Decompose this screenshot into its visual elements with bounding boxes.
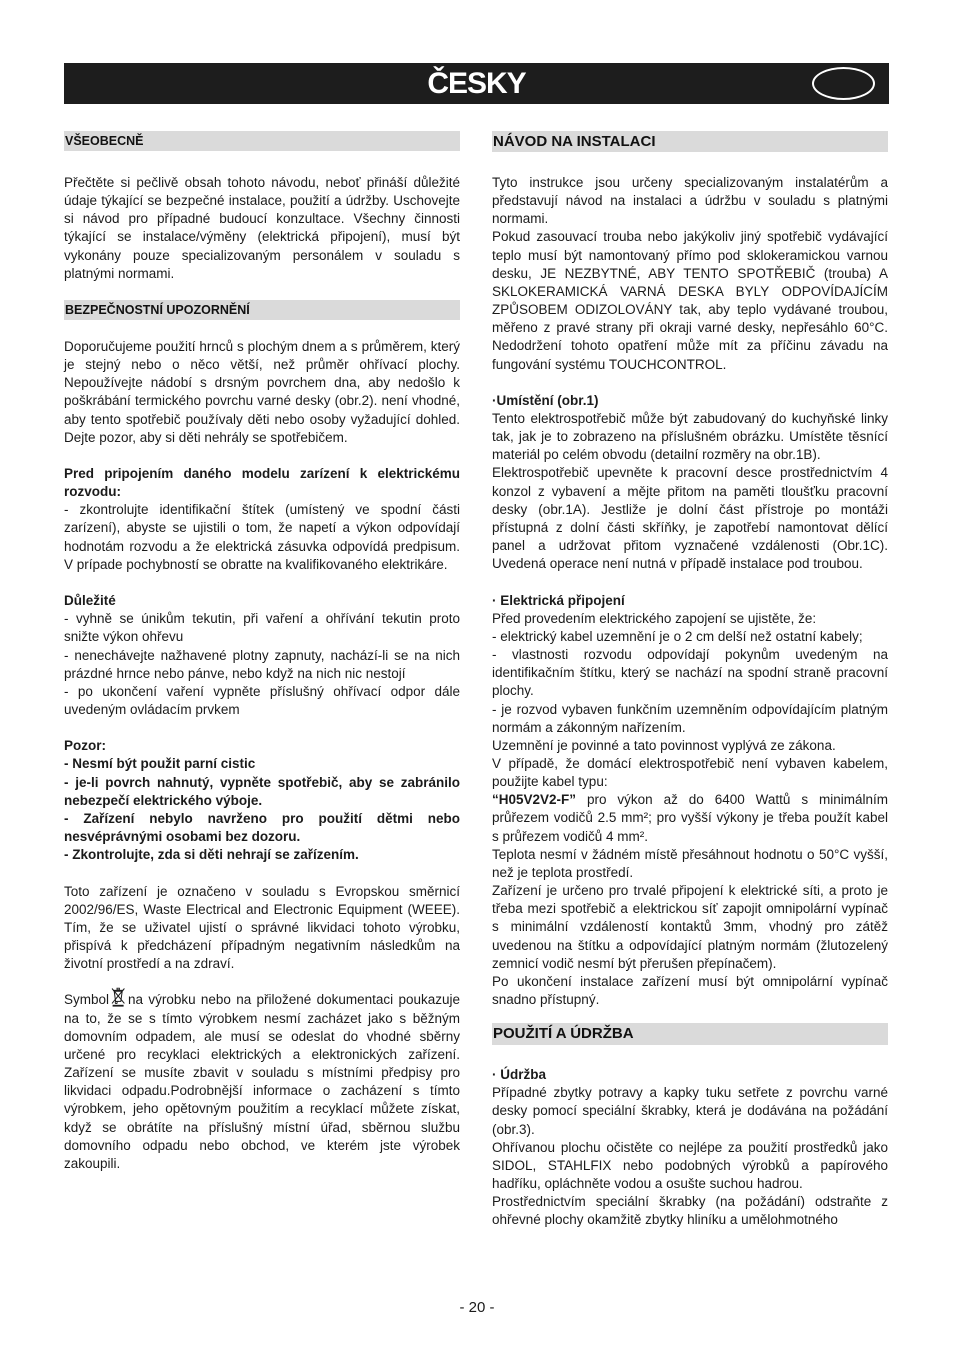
section-heading-installation: NÁVOD NA INSTALACI [492, 131, 888, 152]
electrical-line: - vlastnosti rozvodu odpovídají pokynům uvedeným na identifikačním štítku, který se nachází na spodní straně pracovní plochy. [492, 647, 888, 699]
maintenance-paragraph: Prostřednictvím speciální škrabky (na požádání) odstraňte z ohřevné plochy okamžitě zbytky hliníku a umělohmotného [492, 1194, 888, 1228]
crossed-out-wheelie-bin-icon [111, 994, 125, 1004]
symbol-label: Symbol [64, 992, 110, 1008]
cable-code: “H05V2V2-F” [492, 792, 577, 808]
installation-intro: Tyto instrukce jsou určeny specializovaným instalatérům a představují návod na instalaci a údržbu v souladu s platnými normami. [492, 175, 888, 227]
important-item: - vyhně se únikům tekutin, při vaření a ohřívání tekutin proto snižte výkon ohřevu [64, 611, 460, 645]
cookware-paragraph: Doporučujeme použití hrnců s plochým dnem a s průměrem, který je stejný nebo o něco větší, než průměr ohřívací plochy. Nepoužívejte nádobí s drsným povrchem dna, aby nedošlo k poškrábání termického povrchu varné desky (obr.2). není vhodné, aby tento spotřebič používaly děti nebo osoby vyžadující dohled. Dejte pozor, aby si děti nehrály se spotřebičem. [64, 338, 460, 445]
important-item: - po ukončení vaření vypněte příslušný ohřívací odpor dále uvedeným ovládacím prvkem [64, 683, 460, 718]
placement-paragraph: Tento elektrospotřebič může být zabudovaný do kuchyňské linky tak, jak je to zobrazeno na příslušném obrázku. Umístěte těsnící materiál po celém obvodu (detailní rozměry na obr.1B). [492, 411, 888, 463]
important-title: Důležité [64, 593, 116, 609]
important-item: - nenechávejte nažhavené plotny zapnuty, nachází-li se na nich prázdné hrnce nebo pánve, nebo když na nich nic nestojí [64, 647, 460, 681]
section-heading-general: VŠEOBECNĚ [64, 131, 460, 151]
section-heading-safety: BEZPEČNOSTNÍ UPOZORNĚNÍ [64, 300, 460, 320]
language-badge-oval [812, 67, 875, 100]
warning-item: - Zařízení nebylo navrženo pro použití dětmi nebo nesvéprávnými osobami bez dozoru. [64, 810, 460, 845]
left-column [64, 131, 460, 1173]
warning-title: Pozor: [64, 738, 106, 754]
weee-paragraph: Toto zařízení je označeno v souladu s Evropskou směrnicí 2002/96/ES, Waste Electrical and Electronic Equipment (WEEE). Tím, že se uživatel ujistí o správné likvidaci tohoto výrobku, přispívá k předcházení případným negativním následkům na životní prostředí a na zdraví. [64, 883, 460, 972]
electrical-line: - je rozvod vybaven funkčním uzemněním odpovídajícím platným normám a zákonným nařízením. [492, 701, 888, 735]
section-heading-use: POUŽITÍ A ÚDRŽBA [492, 1023, 888, 1045]
cable-type-paragraph [492, 791, 888, 845]
connection-title: Pred pripojením daného modelu zarízení k elektrickému rozvodu: [64, 466, 460, 500]
crossed-out-wheelie-bin-icon [111, 986, 125, 1007]
insulation-paragraph: Pokud zasouvací trouba nebo jakýkoliv jiný spotřebič vydávající teplo musí být namontovaný přímo pod sklokeramickou varnou desku, JE NEZBYTNÉ, ABY TENTO SPOTŘEBIČ (trouba) A SKLOKERAMICKÁ VARNÁ DESKA BYLY ODPOVÍDAJÍCÍM ZPŮSOBEM ODIZOLOVÁNY tak, aby teplo vydávané troubou, měřeno z pravé strany při okraji varné desky, nepřesáhlo 60°C. Nedodržení tohoto opatření může mít za příčinu závadu na fungování systému TOUCHCONTROL. [492, 229, 888, 372]
placement-title: ·Umístění (obr.1) [492, 392, 599, 408]
electrical-line: Před provedením elektrického zapojení se ujistěte, že: [492, 610, 817, 626]
language-header-bar [64, 63, 889, 104]
language-title: ČESKY [427, 67, 526, 100]
warning-item: - Zkontrolujte, zda si děti nehrají se zařízením. [64, 847, 359, 863]
weee-symbol-paragraph [64, 991, 460, 1173]
cable-description: pro výkon až do 6400 Wattů s minimálním průřezem vodičů 2.5 mm²; pro vyšší výkony je třeba použít kabel s průřezem vodičů 4 mm². [492, 792, 888, 844]
electrical-line: - elektrický kabel uzemnění je o 2 cm delší než ostatní kabely; [492, 628, 863, 644]
access-paragraph: Po ukončení instalace zařízení musí být omnipolární vypínač snadno přístupný. [492, 973, 888, 1007]
warning-item: - je-li povrch nahnutý, vypněte spotřebič, aby se zabránilo nebezpečí elektrického výboje. [64, 774, 460, 808]
symbol-description: na výrobku nebo na přiložené dokumentaci poukazuje na to, že se s tímto výrobkem nesmí zacházet jako s běžným domovním odpadem, ale musí se odeslat do vhodné sběrny určené pro recyklaci elektrických a elektronických zařízení. Zařízení se musíte zbavit v souladu s místními předpisy pro likvidaci odpadu.Podrobnější informace o zacházení s tímto výrobkem, jeho opětovným použitím a recyklací můžete získat, když se obrátíte na příslušný místní úřad, sběrnou službu domovního odpadu nebo obchod, ve kterém jste výrobek zakoupili. [64, 992, 460, 1171]
page-number: - 20 - [459, 1299, 495, 1316]
maintenance-title: · Údržba [492, 1067, 546, 1083]
maintenance-paragraph: Případné zbytky potravy a kapky tuku setřete z povrchu varné desky pomocí speciální škrabky, která je dodávána na požádání (obr.3). [492, 1085, 888, 1137]
connection-paragraph: - zkontrolujte identifikační štítek (umístený ve spodní části zarízení), abyste se ujistili o tom, že napetí a výkon odpovídají hodnotám rozvodu a že elektrická zásuvka odpovídá predpisum. V prípade pochybností se obratte na kvalifikovaného elektrikáre. [64, 502, 460, 572]
maintenance-paragraph: Ohřívanou plochu očistěte co nejlépe za použití prostředků jako SIDOL, STAHLFIX nebo podobných výrobků a papírového hadříku, opláchněte vodou a osušte suchou hadrou. [492, 1139, 888, 1192]
placement-paragraph: Elektrospotřebič upevněte k pracovní desce prostřednictvím 4 konzol z vybavení a mějte přitom na paměti tloušťku pracovní desky (obr.1A). Jestliže je dolní část přístroje po montáži přístupná z dolní části skříňky, je zapotřebí namontovat dělící panel a udržovat přitom vyznačené vzdálenosti (Obr.1C). Uvedená operace není nutná v případě instalace pod troubou. [492, 465, 888, 572]
switch-paragraph: Zařízení je určeno pro trvalé připojení k elektrické síti, a proto je třeba mezi spotřebič a elektrickou síť zapojit omnipolární vypínač s minimální vzdáleností kontaktů 3mm, vhodný pro zátěž uvedenou na štítku a odpovídající platným normám (žlutozelený zemnicí vodič nesmí být přerušen přepínačem). [492, 883, 888, 971]
temperature-paragraph: Teplota nesmí v žádném místě přesáhnout hodnotu o 50°C vyšší, než je teplota prostředí. [492, 846, 888, 880]
general-paragraph: Přečtěte si pečlivě obsah tohoto návodu, neboť přináší důležité údaje týkající se bezpečné instalace, použití a údržby. Uschovejte si návod pro případné budoucí konzultace. Všechny činnosti týkající se instalace/výměny (elektrická připojení), musí být vykonány pouze specializovaným personálem v souladu s platnými normami. [64, 175, 460, 281]
right-column [492, 131, 888, 1230]
warning-item: - Nesmí být použit parní cistic [64, 756, 256, 772]
electrical-line: V případě, že domácí elektrospotřebič není vybaven kabelem, použijte kabel typu: [492, 755, 888, 790]
electrical-line: Uzemnění je povinné a tato povinnost vyplývá ze zákona. [492, 737, 836, 753]
electrical-title: · Elektrická připojení [492, 592, 625, 608]
